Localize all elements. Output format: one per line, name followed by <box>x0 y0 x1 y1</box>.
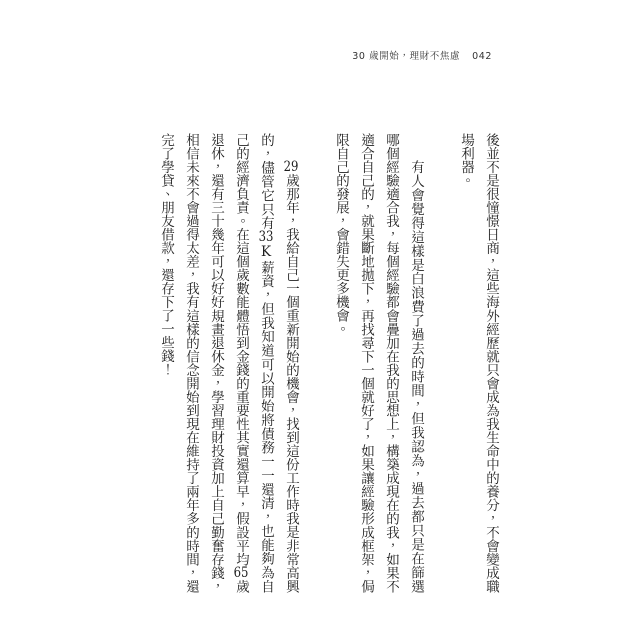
paragraph <box>328 133 428 593</box>
text-column: 限自己的發展，會錯失更多機會。 <box>333 133 349 336</box>
text-column: 哪個經驗適合我，每個經驗都會疊加在我的思想上，構築成現在的我，如果不 <box>383 133 399 593</box>
text-column: 己的經濟負責。在這個歲數能體悟到金錢的重要性其實還算早，假設平均65歲 <box>233 133 249 593</box>
book-title: 30 歲開始，理財不焦慮 <box>352 51 461 62</box>
latin-run: K <box>258 244 274 260</box>
paragraph <box>153 133 303 593</box>
text-column: 退休，還有三十幾年可以好好規畫退休金，學習理財投資加上自己勤奮存錢， <box>208 133 224 593</box>
text-column: 完了學貸、朋友借款，還存下了一些錢！ <box>158 133 174 376</box>
text-column: 的，儘管它只有33K薪資，但我知道可以開始將債務一一還清，也能夠為自 <box>258 133 274 593</box>
number-run: 33 <box>258 230 274 244</box>
text-column: 有人會覺得這樣是白浪費了過去的時間，但我認為，過去都只是在篩選 <box>408 160 424 593</box>
paragraph <box>453 133 503 593</box>
page-number: 042 <box>472 51 492 62</box>
text-column: 適合自己的，就果斷地拋下，再找尋下一個就好了，如果讓經驗形成框架，侷 <box>358 133 374 593</box>
text-column: 相信未來不會過得太差，我有這樣的信念開始到現在維持了兩年多的時間，還 <box>183 133 199 593</box>
number-run: 65 <box>233 565 249 580</box>
text-column: 場利器。 <box>458 133 474 187</box>
running-header <box>352 48 492 62</box>
body-text <box>153 133 503 593</box>
text-column: 後並不是很憧憬日商，這些海外經歷就只會成為我生命中的養分，不會變成職 <box>483 133 499 593</box>
text-column: 29歲那年，我給自己一個重新開始的機會，找到這份工作時我是非常高興 <box>283 160 299 593</box>
number-run: 29 <box>283 160 299 174</box>
